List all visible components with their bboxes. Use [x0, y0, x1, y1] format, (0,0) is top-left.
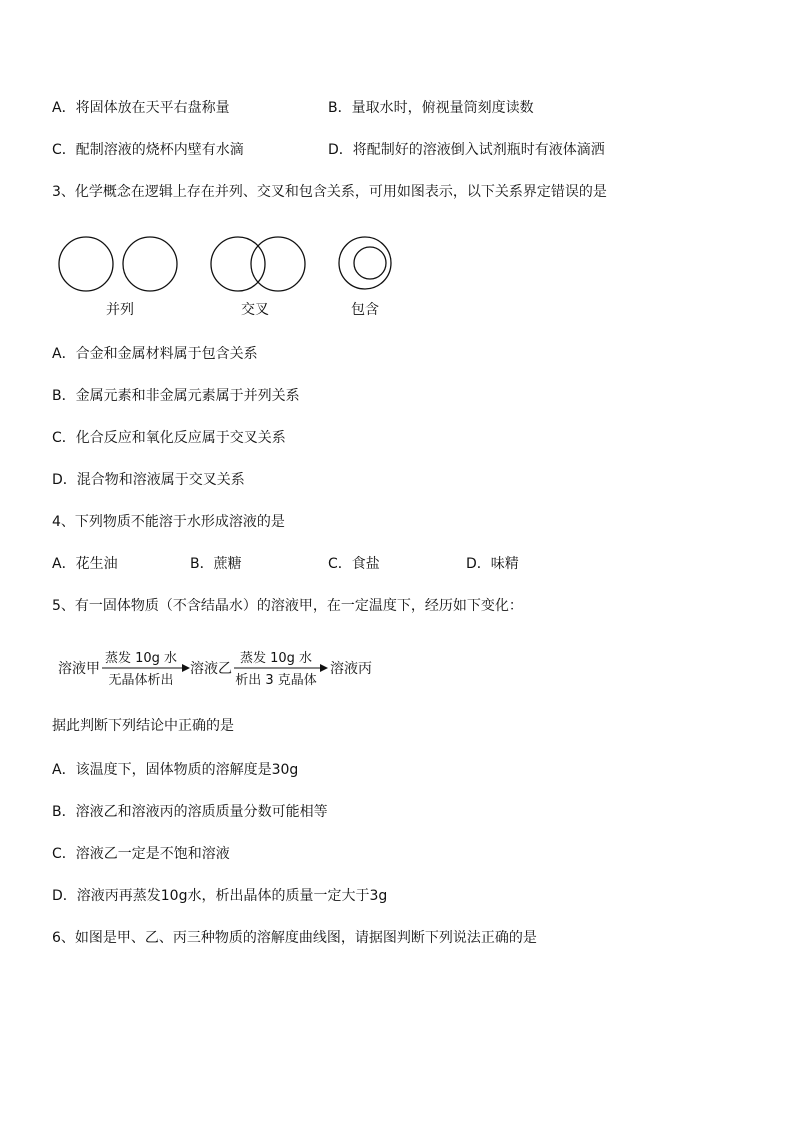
label-cross: 交叉 [241, 302, 269, 318]
q5-option-b: B．溶液乙和溶液丙的溶质质量分数可能相等 [52, 804, 328, 820]
q2-option-b: B．量取水时，俯视量筒刻度读数 [328, 100, 534, 116]
q2-option-d: D．将配制好的溶液倒入试剂瓶时有液体滴洒 [328, 142, 605, 158]
q4-option-c: C．食盐 [328, 556, 380, 572]
q5-prompt: 据此判断下列结论中正确的是 [52, 718, 234, 734]
label-parallel: 并列 [106, 302, 134, 318]
flow-step2-top: 蒸发 10g 水 [239, 651, 313, 666]
q2-option-a: A．将固体放在天平右盘称量 [52, 100, 230, 116]
q3-relation-diagram [50, 228, 410, 324]
q2-option-c: C．配制溶液的烧杯内壁有水滴 [52, 142, 244, 158]
q3-option-b: B．金属元素和非金属元素属于并列关系 [52, 388, 300, 404]
flow-end: 溶液丙 [330, 661, 372, 677]
q4-option-b: B．蔗糖 [190, 556, 242, 572]
q5-process-flow [56, 646, 386, 692]
q5-option-d: D．溶液丙再蒸发10g水，析出晶体的质量一定大于3g [52, 888, 388, 904]
q5-option-c: C．溶液乙一定是不饱和溶液 [52, 846, 230, 862]
q6-stem: 6、如图是甲、乙、丙三种物质的溶解度曲线图，请据图判断下列说法正确的是 [52, 930, 537, 946]
flow-step2-bottom: 析出 3 克晶体 [235, 673, 317, 688]
contain-circles [339, 237, 391, 289]
q3-option-a: A．合金和金属材料属于包含关系 [52, 346, 258, 362]
q3-stem: 3、化学概念在逻辑上存在并列、交叉和包含关系，可用如图表示，以下关系界定错误的是 [52, 184, 607, 200]
flow-start: 溶液甲 [58, 661, 100, 677]
q5-stem: 5、有一固体物质（不含结晶水）的溶液甲，在一定温度下，经历如下变化： [52, 598, 523, 614]
label-contain: 包含 [351, 302, 379, 318]
cross-circles [211, 237, 305, 291]
flow-arrow1-head [182, 664, 190, 672]
flow-step1-bottom: 无晶体析出 [108, 673, 174, 688]
q4-option-a: A．花生油 [52, 556, 118, 572]
flow-step1-top: 蒸发 10g 水 [104, 651, 178, 666]
flow-arrow2-head [320, 664, 328, 672]
q5-option-a: A．该温度下，固体物质的溶解度是30g [52, 762, 299, 778]
q4-option-d: D．味精 [466, 556, 519, 572]
q4-stem: 4、下列物质不能溶于水形成溶液的是 [52, 514, 285, 530]
flow-mid: 溶液乙 [190, 661, 232, 677]
q3-option-d: D．混合物和溶液属于交叉关系 [52, 472, 245, 488]
parallel-circles [59, 237, 177, 291]
q3-option-c: C．化合反应和氧化反应属于交叉关系 [52, 430, 286, 446]
